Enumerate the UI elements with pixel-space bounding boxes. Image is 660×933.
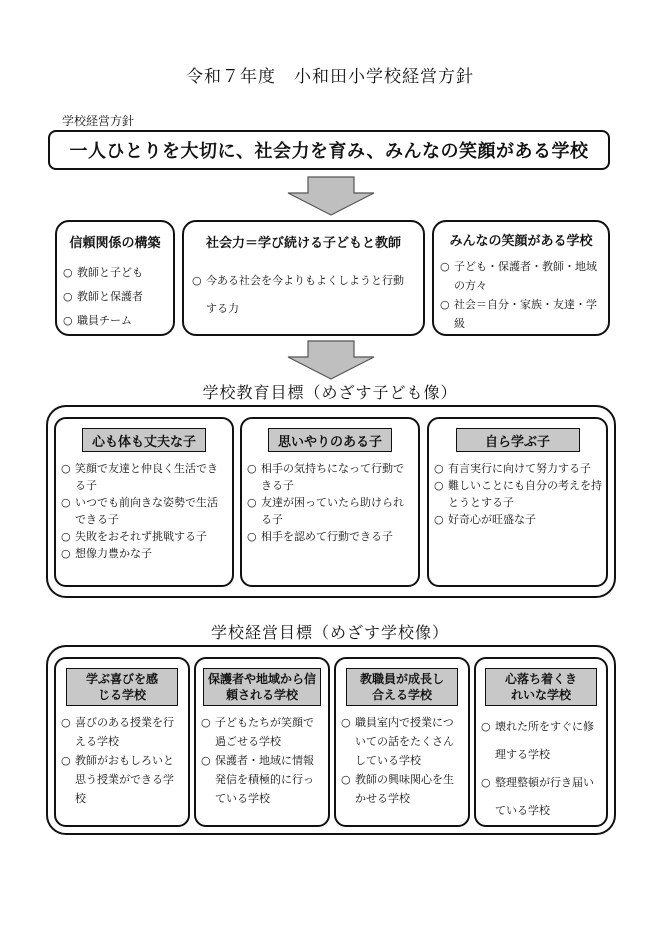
management-goals-title: 学校経営目標（めざす学校像） bbox=[210, 623, 449, 642]
mgmt-card-growth bbox=[334, 657, 470, 827]
list-item: ○ 難しいことにも自分の考えを持とうとする子 bbox=[434, 477, 602, 511]
list-item: ○ 教師と保護者 bbox=[63, 285, 173, 309]
list-item: ○ 失敗をおそれず挑戦する子 bbox=[61, 528, 228, 545]
pillar-trust bbox=[55, 220, 175, 336]
list-item: ○ 相手の気持ちになって行動できる子 bbox=[247, 460, 414, 494]
list-item: ○ 想像力豊かな子 bbox=[61, 545, 228, 562]
goal-card-self-learning bbox=[427, 417, 608, 587]
list-item: ○ 喜びのある授業を行える学校 bbox=[61, 713, 184, 751]
goal-card-caring bbox=[240, 417, 420, 587]
list-item: ○ 友達が困っていたら助けられる子 bbox=[247, 494, 414, 528]
pillar-social-power bbox=[182, 220, 425, 336]
list-item: ○ 社会＝自分・家族・友達・学級 bbox=[440, 295, 600, 333]
list-item: ○ 今ある社会を今よりもよくしようと行動する力 bbox=[192, 267, 409, 323]
list-item: ○ いつでも前向きな姿勢で生活できる子 bbox=[61, 494, 228, 528]
list-item: ○ 壊れた所をすぐに修理する学校 bbox=[481, 713, 602, 769]
policy-label: 学校経営方針 bbox=[62, 114, 135, 128]
pillar-smiles bbox=[432, 220, 610, 336]
pillar-title: みんなの笑顔がある学校 bbox=[449, 234, 593, 249]
education-goals-title: 学校教育目標（めざす子ども像） bbox=[202, 383, 458, 402]
goal-card-title: 学ぶ喜びを感じる学校 bbox=[66, 668, 178, 706]
list-item: ○ 子ども・保護者・教師・地域の方々 bbox=[440, 257, 600, 295]
goal-card-title: 思いやりのある子 bbox=[268, 428, 392, 452]
goal-card-title: 心も体も丈夫な子 bbox=[82, 428, 206, 452]
pillar-title: 社会力＝学び続ける子どもと教師 bbox=[205, 236, 401, 251]
list-item: ○ 好奇心が旺盛な子 bbox=[434, 511, 602, 528]
list-item: ○ 教師と子ども bbox=[63, 261, 173, 285]
mgmt-card-joy bbox=[54, 657, 190, 827]
policy-box bbox=[48, 130, 610, 170]
list-item: ○ 教師がおもしろいと思う授業ができる学校 bbox=[61, 751, 184, 808]
goal-card-title: 自ら学ぶ子 bbox=[456, 428, 580, 452]
down-arrow-icon bbox=[286, 176, 376, 216]
list-item: ○ 有言実行に向けて努力する子 bbox=[434, 460, 602, 477]
list-item: ○ 子どもたちが笑顔で過ごせる学校 bbox=[201, 713, 324, 751]
page-title: 令和７年度 小和田小学校経営方針 bbox=[186, 67, 474, 87]
list-item: ○ 教師の興味関心を生かせる学校 bbox=[341, 770, 464, 808]
policy-text: 一人ひとりを大切に、社会力を育み、みんなの笑顔がある学校 bbox=[69, 141, 589, 162]
list-item: ○ 保護者・地域に情報発信を積極的に行っている学校 bbox=[201, 751, 324, 808]
down-arrow-icon bbox=[286, 340, 376, 380]
pillar-title: 信頼関係の構築 bbox=[69, 236, 161, 251]
list-item: ○ 整理整頓が行き届いている学校 bbox=[481, 769, 602, 825]
goal-card-title: 保護者や地域から信頼される学校 bbox=[203, 668, 321, 706]
mgmt-card-clean bbox=[474, 657, 608, 827]
goal-card-title: 教職員が成長し合える学校 bbox=[346, 668, 458, 706]
mgmt-card-trust bbox=[194, 657, 330, 827]
list-item: ○ 職員室内で授業についての話をたくさんしている学校 bbox=[341, 713, 464, 770]
goal-card-healthy bbox=[54, 417, 234, 587]
list-item: ○ 相手を認めて行動できる子 bbox=[247, 528, 414, 545]
goal-card-title: 心落ち着くきれいな学校 bbox=[485, 668, 597, 706]
list-item: ○ 笑顔で友達と仲良く生活できる子 bbox=[61, 460, 228, 494]
list-item: ○ 職員チーム bbox=[63, 309, 173, 333]
